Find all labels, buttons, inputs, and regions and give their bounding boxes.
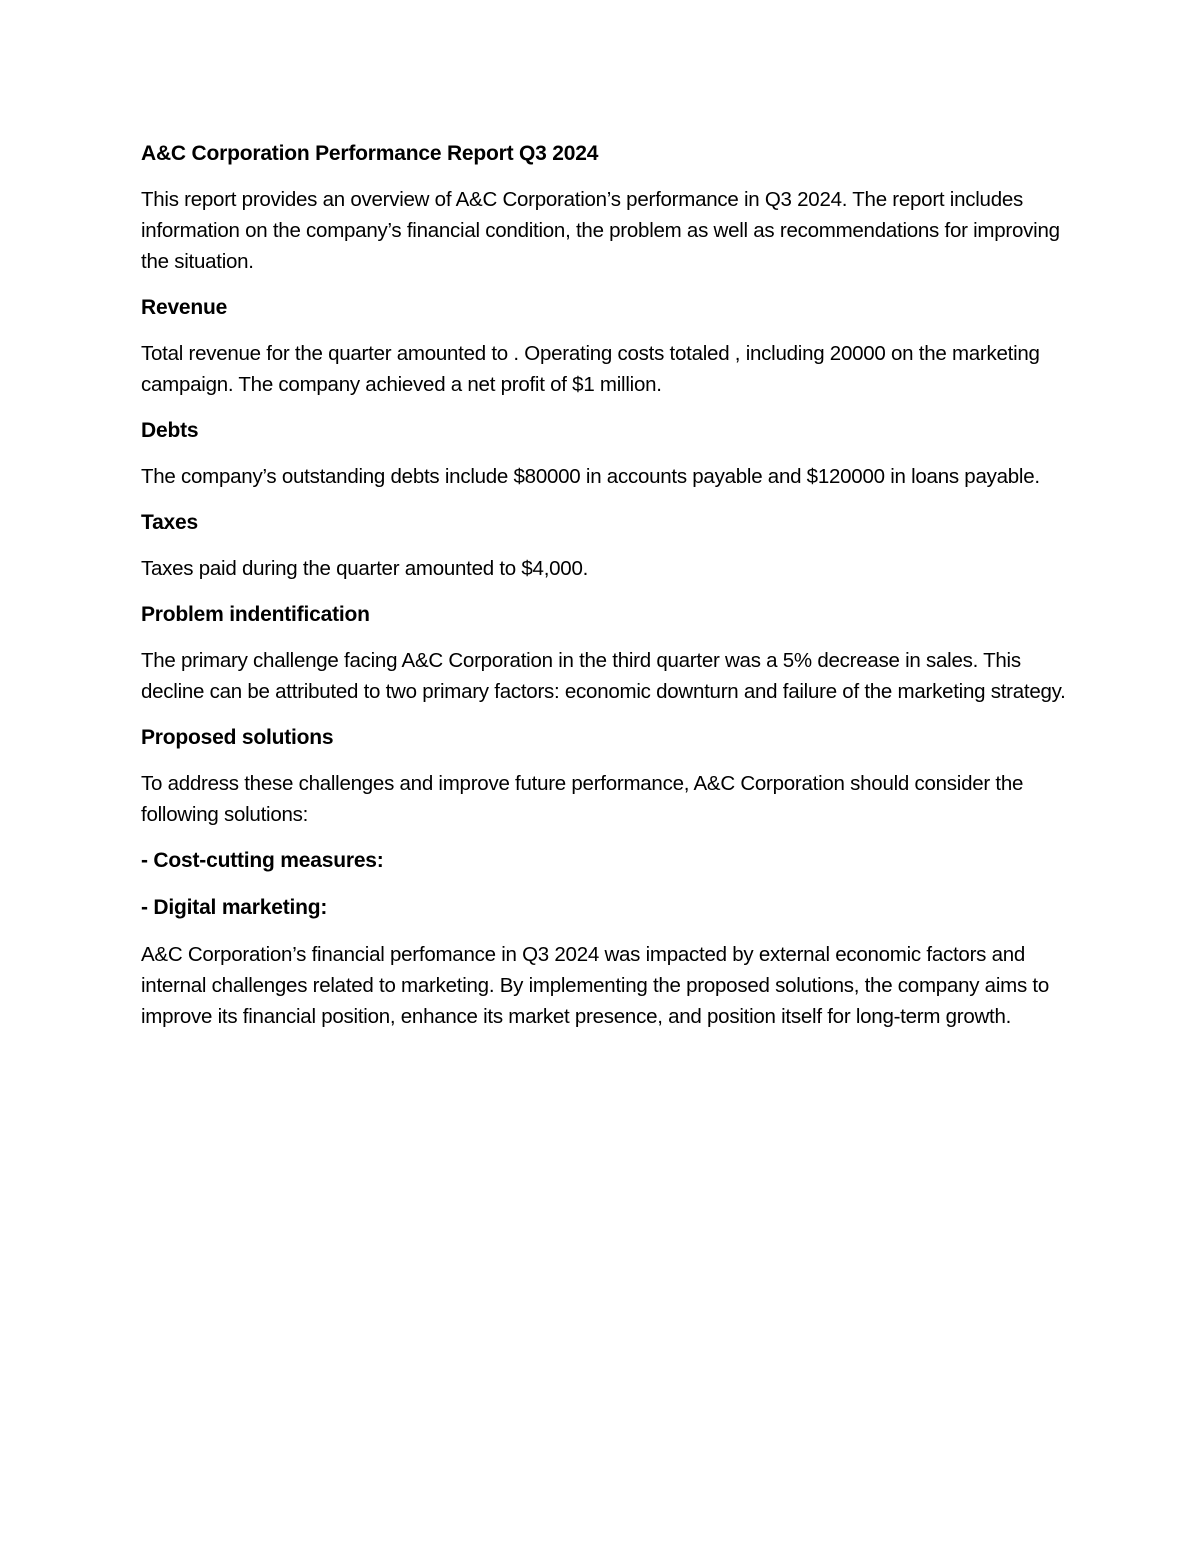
solution-item-cost-cutting: - Cost-cutting measures: xyxy=(141,849,384,872)
conclusion-paragraph: A&C Corporation’s financial perfomance in Q3 2024 was impacted by external economic factors and internal challenges related to marketing. By implementing the proposed solutions, the company aims to improve its financial position, enhance its market presence, and position itself for long-term growth. xyxy=(141,943,1050,1028)
section-heading-solutions: Proposed solutions xyxy=(141,726,334,749)
section-heading-taxes: Taxes xyxy=(141,511,198,534)
section-heading-problem: Problem indentification xyxy=(141,603,370,626)
document-page xyxy=(141,138,1071,1047)
solution-item-digital-marketing: - Digital marketing: xyxy=(141,896,328,919)
section-body-taxes: Taxes paid during the quarter amounted to $4,000. xyxy=(141,557,589,580)
section-body-problem: The primary challenge facing A&C Corporation in the third quarter was a 5% decrease in sales. This decline can be attributed to two primary factors: economic downturn and failure of the marketing strategy. xyxy=(141,649,1066,703)
intro-paragraph: This report provides an overview of A&C Corporation’s performance in Q3 2024. The report includes information on the company’s financial condition, the problem as well as recommendations for improving the situation. xyxy=(141,188,1060,273)
section-heading-revenue: Revenue xyxy=(141,296,228,319)
document-title: A&C Corporation Performance Report Q3 2024 xyxy=(141,142,599,165)
section-heading-debts: Debts xyxy=(141,419,199,442)
section-body-revenue: Total revenue for the quarter amounted to . Operating costs totaled , including 20000 on the marketing campaign. The company achieved a net profit of $1 million. xyxy=(141,342,1040,396)
section-body-debts: The company’s outstanding debts include $80000 in accounts payable and $120000 in loans payable. xyxy=(141,465,1040,488)
section-body-solutions: To address these challenges and improve future performance, A&C Corporation should consider the following solutions: xyxy=(141,772,1024,826)
